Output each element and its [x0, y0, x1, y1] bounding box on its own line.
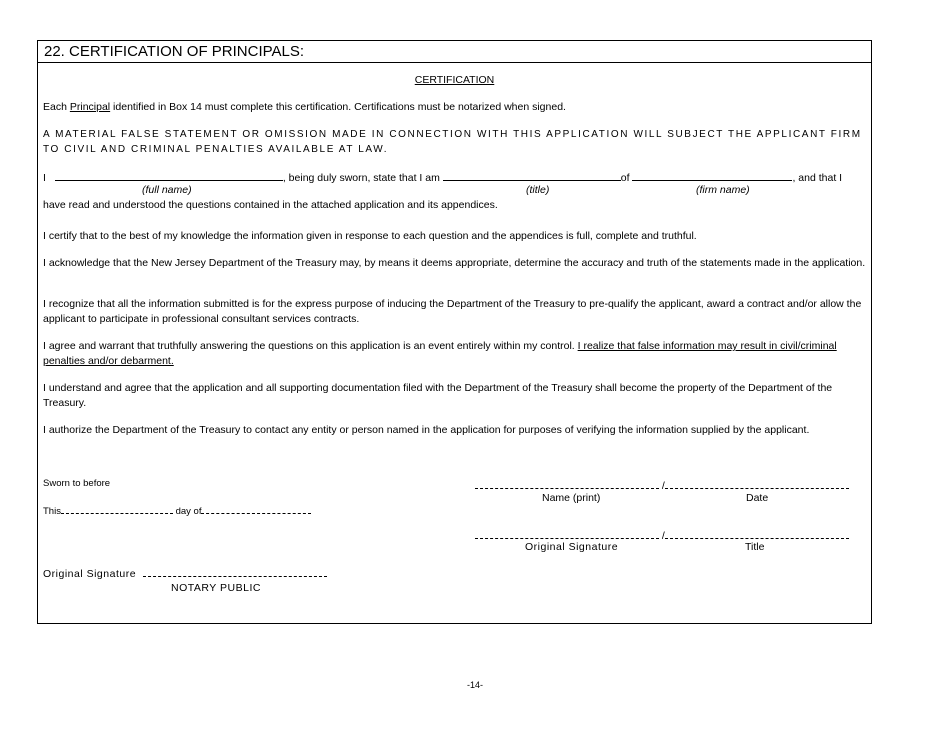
date-field[interactable]: [665, 480, 849, 489]
sworn-to-before: Sworn to before: [43, 478, 111, 489]
section-title: [38, 41, 871, 63]
name-print-field[interactable]: [475, 480, 659, 489]
firm-name-label: (firm name): [696, 184, 750, 196]
warrant-text: I agree and warrant that truthfully answering the questions on this application is an event entirely within my control.: [43, 340, 578, 352]
full-name-field[interactable]: [55, 170, 283, 181]
full-name-label: (full name): [142, 184, 192, 196]
month-field[interactable]: [201, 505, 311, 514]
title-field[interactable]: [443, 170, 621, 181]
notary-original-signature-label: Original Signature: [43, 568, 137, 580]
notary-public-label: NOTARY PUBLIC: [171, 582, 261, 594]
warrant-underlined: I realize that false information may result in civil/criminal penalties and/or debarment.: [43, 340, 837, 367]
statement-continuation: have read and understood the questions contained in the attached application and its appendices.: [43, 199, 498, 211]
principal-link: Principal: [69, 101, 111, 113]
title-label: (title): [526, 184, 550, 196]
this-label: This: [43, 506, 61, 517]
intro-before: Each: [43, 101, 70, 113]
slash: /: [661, 530, 665, 542]
warning-text: A MATERIAL FALSE STATEMENT OR OMISSION MADE IN CONNECTION WITH THIS APPLICATION WILL SUBJECT THE APPLICANT FIRM TO CIVIL AND CRIMINAL PENALTIES AVAILABLE AT LAW.: [43, 129, 862, 155]
name-date-line: [475, 480, 849, 492]
title-signature-field[interactable]: [665, 530, 849, 539]
original-signature-field[interactable]: [475, 530, 659, 539]
day-of-label: day of: [175, 506, 202, 517]
day-field[interactable]: [61, 505, 173, 514]
section-title-text: 22. CERTIFICATION OF PRINCIPALS:: [44, 43, 305, 60]
slash: /: [661, 480, 665, 492]
statement-i: I: [43, 172, 46, 184]
statement-sworn: , being duly sworn, state that I am: [282, 172, 440, 184]
original-signature-label: Original Signature: [525, 541, 619, 553]
page-number: -14-: [466, 680, 483, 690]
paragraph-authorize: I authorize the Department of the Treasury to contact any entity or person named in the application for purposes of verifying the information supplied by the applicant.: [43, 424, 810, 436]
intro-after: identified in Box 14 must complete this certification. Certifications must be notarized when signed.: [110, 101, 566, 113]
paragraph-recognize: I recognize that all the information submitted is for the express purpose of inducing the Department of the Treasury to pre-qualify the applicant, award a contract and/or allow the applicant to participate in professional consultant services contracts.: [43, 298, 862, 325]
notary-signature-field[interactable]: [143, 568, 327, 577]
paragraph-acknowledge: I acknowledge that the New Jersey Department of the Treasury may, by means it deems appropriate, determine the accuracy and truth of the statements made in the application.: [43, 257, 866, 269]
certification-form: [37, 40, 872, 624]
certification-heading: CERTIFICATION: [414, 74, 495, 86]
notary-signature-line: [43, 568, 327, 580]
paragraph-certify: I certify that to the best of my knowledge the information given in response to each question and the appendices is full, complete and truthful.: [43, 230, 697, 242]
name-print-label: Name (print): [542, 492, 601, 504]
statement-line: [43, 170, 842, 184]
statement-and-that: , and that I: [792, 172, 843, 184]
title-signature-label: Title: [745, 541, 765, 553]
intro-text: [43, 100, 869, 115]
date-label: Date: [746, 492, 769, 504]
statement-of: of: [620, 172, 630, 184]
paragraph-warrant: [43, 339, 869, 369]
paragraph-understand: I understand and agree that the application and all supporting documentation filed with the Department of the Treasury shall become the property of the Department of the Treasury.: [43, 382, 833, 409]
day-line: [43, 505, 311, 517]
firm-name-field[interactable]: [632, 170, 792, 181]
